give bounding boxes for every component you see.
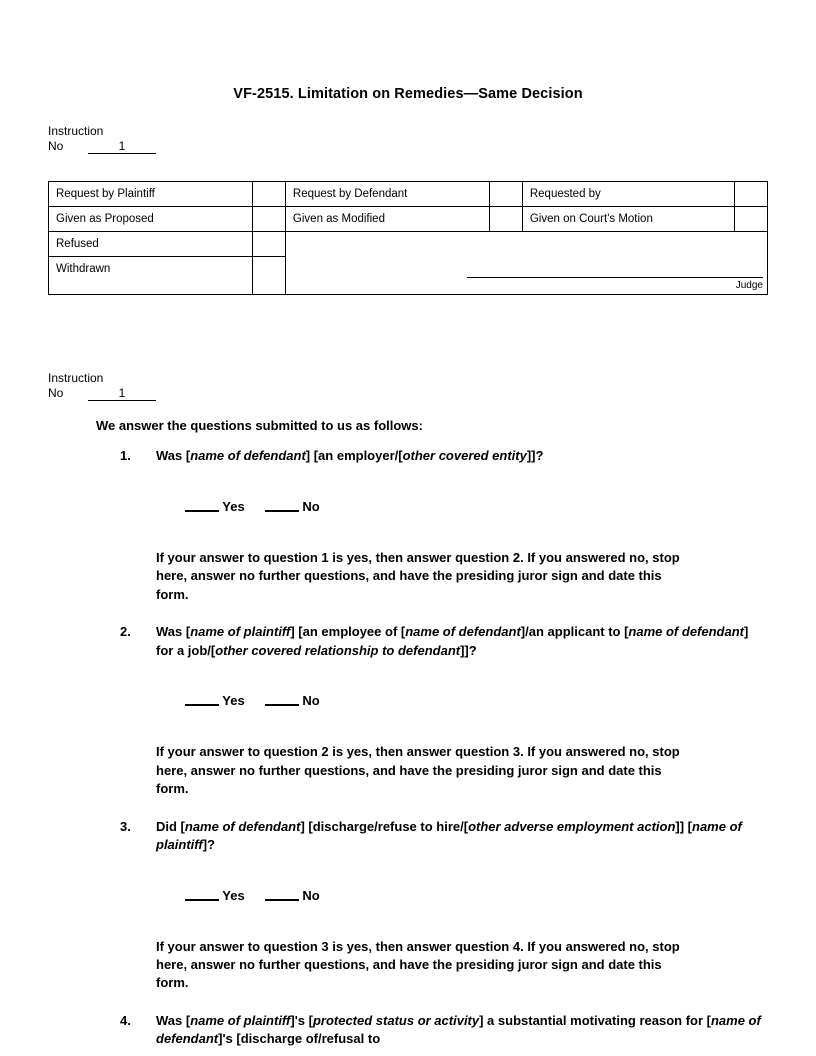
cell-withdrawn: Withdrawn [49, 257, 253, 295]
checkbox-request-by-defendant[interactable] [490, 182, 523, 207]
instruction-header-top [48, 124, 156, 154]
instruction-number-row [48, 386, 156, 401]
question-block-3 [48, 818, 768, 993]
instruction-number-row [48, 139, 156, 154]
question-text: Was [name of defendant] [an employer/[other covered entity]]? [156, 448, 544, 464]
cell-given-as-proposed: Given as Proposed [49, 207, 253, 232]
judge-signature-block [467, 276, 763, 292]
instruction-label: Instruction [48, 124, 104, 138]
no-blank-2[interactable] [265, 692, 299, 706]
question-2 [48, 623, 768, 660]
judge-caption: Judge [735, 280, 763, 291]
cell-request-by-defendant: Request by Defendant [285, 182, 489, 207]
yes-blank-2[interactable] [185, 692, 219, 706]
cell-given-as-modified: Given as Modified [285, 207, 489, 232]
cell-given-on-courts-motion: Given on Court's Motion [522, 207, 734, 232]
question-number: 4. [120, 1012, 131, 1028]
no-blank-3[interactable] [265, 887, 299, 901]
verdict-form-body [48, 417, 768, 1049]
judge-signature-area [285, 232, 767, 295]
yes-label: Yes [222, 887, 245, 903]
yes-blank-3[interactable] [185, 887, 219, 901]
checkbox-given-on-courts-motion[interactable] [735, 207, 768, 232]
instruction-number-field[interactable]: 1 [88, 139, 156, 154]
answer-line-1 [48, 480, 768, 535]
question-number: 3. [120, 818, 131, 834]
answer-line-3 [48, 868, 768, 923]
checkbox-given-as-proposed[interactable] [253, 207, 286, 232]
answer-line-2 [48, 674, 768, 729]
instruction-no-label: No [48, 139, 64, 153]
checkbox-requested-by[interactable] [735, 182, 768, 207]
question-3 [48, 818, 768, 855]
yes-blank-1[interactable] [185, 498, 219, 512]
table-row [49, 182, 768, 207]
question-text: Was [name of plaintiff]'s [protected status or activity] a substantial motivating reason for [name of defendant]'s [discharge of/refusal to [156, 1012, 761, 1047]
instruction-number-field[interactable]: 1 [88, 386, 156, 401]
no-label: No [302, 499, 320, 515]
table-row [49, 207, 768, 232]
cell-refused: Refused [49, 232, 253, 257]
no-label: No [302, 693, 320, 709]
instruction-no-label: No [48, 386, 64, 400]
instruction-label: Instruction [48, 371, 104, 385]
no-blank-1[interactable] [265, 498, 299, 512]
checkbox-refused[interactable] [253, 232, 286, 257]
checkbox-withdrawn[interactable] [253, 257, 286, 295]
question-block-4 [48, 1012, 768, 1049]
yes-label: Yes [222, 499, 245, 515]
question-4 [48, 1012, 768, 1049]
question-number: 2. [120, 624, 131, 640]
question-note-3: If your answer to question 3 is yes, then answer question 4. If you answered no, stop here, answer no further questions, and have the presiding juror sign and date this form. [156, 938, 680, 991]
question-note-2: If your answer to question 2 is yes, then answer question 3. If you answered no, stop here, answer no further questions, and have the presiding juror sign and date this form. [156, 744, 680, 797]
question-block-2 [48, 623, 768, 798]
checkbox-request-by-plaintiff[interactable] [253, 182, 286, 207]
question-text: Did [name of defendant] [discharge/refuse to hire/[other adverse employment action]] [name of plaintiff]? [156, 818, 742, 852]
cell-request-by-plaintiff: Request by Plaintiff [49, 182, 253, 207]
cell-requested-by: Requested by [522, 182, 734, 207]
question-text: Was [name of plaintiff] [an employee of [name of defendant]/an applicant to [name of defendant] for a job/[other covered relationship to defendant]]? [156, 624, 749, 658]
question-block-1 [48, 447, 768, 604]
table-row [49, 232, 768, 257]
yes-label: Yes [222, 693, 245, 709]
question-1 [48, 447, 768, 465]
no-label: No [302, 887, 320, 903]
disposition-table [48, 181, 768, 295]
page-title: VF-2515. Limitation on Remedies—Same Decision [233, 86, 583, 102]
instruction-header-bottom [48, 371, 156, 401]
question-number: 1. [120, 448, 131, 464]
verdict-lead-in: We answer the questions submitted to us as follows: [96, 418, 423, 433]
question-note-1: If your answer to question 1 is yes, then answer question 2. If you answered no, stop here, answer no further questions, and have the presiding juror sign and date this form. [156, 550, 680, 602]
checkbox-given-as-modified[interactable] [490, 207, 523, 232]
